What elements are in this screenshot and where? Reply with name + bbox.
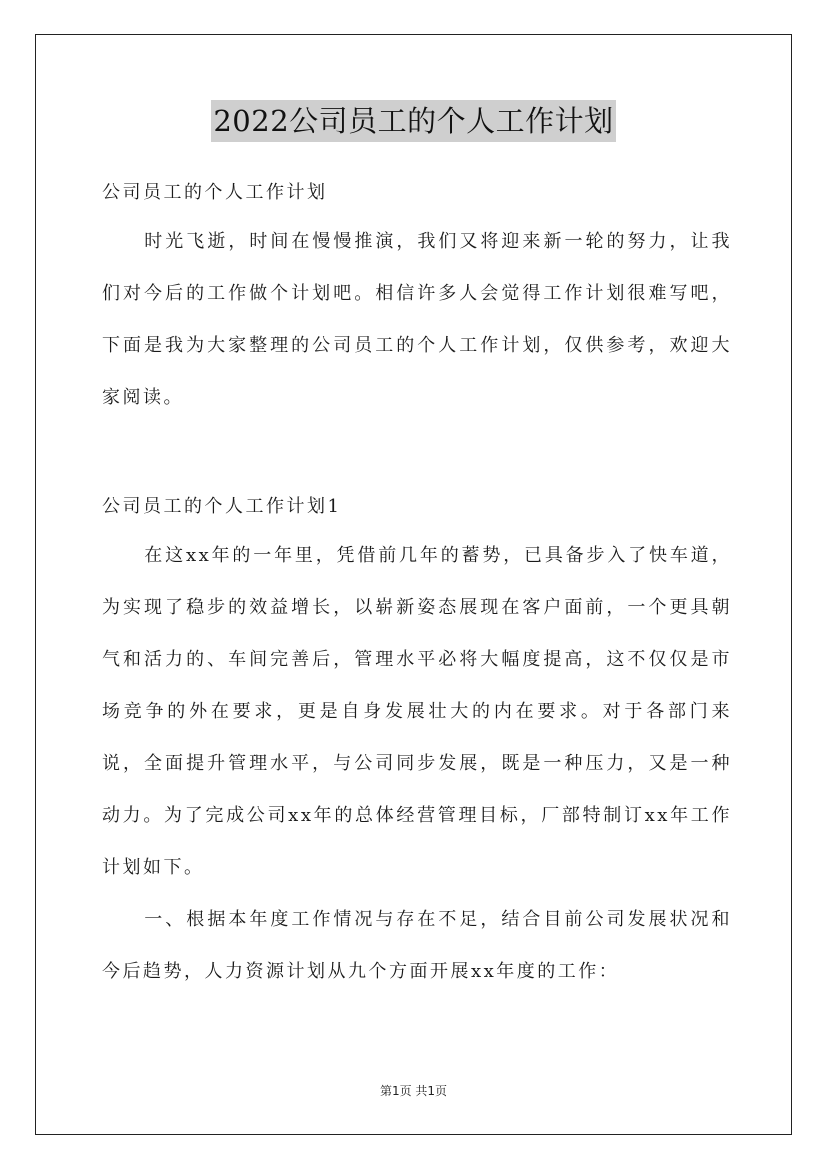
- document-title: 2022公司员工的个人工作计划: [211, 100, 615, 142]
- document-body: [102, 170, 732, 998]
- page-footer: 第1页 共1页: [379, 1084, 448, 1098]
- title-container: [0, 100, 827, 142]
- body-paragraph: 一、根据本年度工作情况与存在不足，结合目前公司发展状况和今后趋势，人力资源计划从九个方面开展xx年度的工作：: [102, 909, 732, 982]
- subtitle: 公司员工的个人工作计划: [102, 182, 328, 203]
- body-paragraph: 在这xx年的一年里，凭借前几年的蓄势，已具备步入了快车道，为实现了稳步的效益增长，以崭新姿态展现在客户面前，一个更具朝气和活力的、车间完善后，管理水平必将大幅度提高，这不仅仅是市场竞争的外在要求，更是自身发展壮大的内在要求。对于各部门来说，全面提升管理水平，与公司同步发展，既是一种压力，又是一种动力。为了完成公司xx年的总体经营管理目标，厂部特制订xx年工作计划如下。: [102, 545, 732, 878]
- section-gap: [102, 424, 732, 484]
- section-heading: 公司员工的个人工作计划1: [102, 496, 342, 517]
- intro-paragraph: 时光飞逝，时间在慢慢推演，我们又将迎来新一轮的努力，让我们对今后的工作做个计划吧。相信许多人会觉得工作计划很难写吧，下面是我为大家整理的公司员工的个人工作计划，仅供参考，欢迎大家阅读。: [102, 231, 732, 408]
